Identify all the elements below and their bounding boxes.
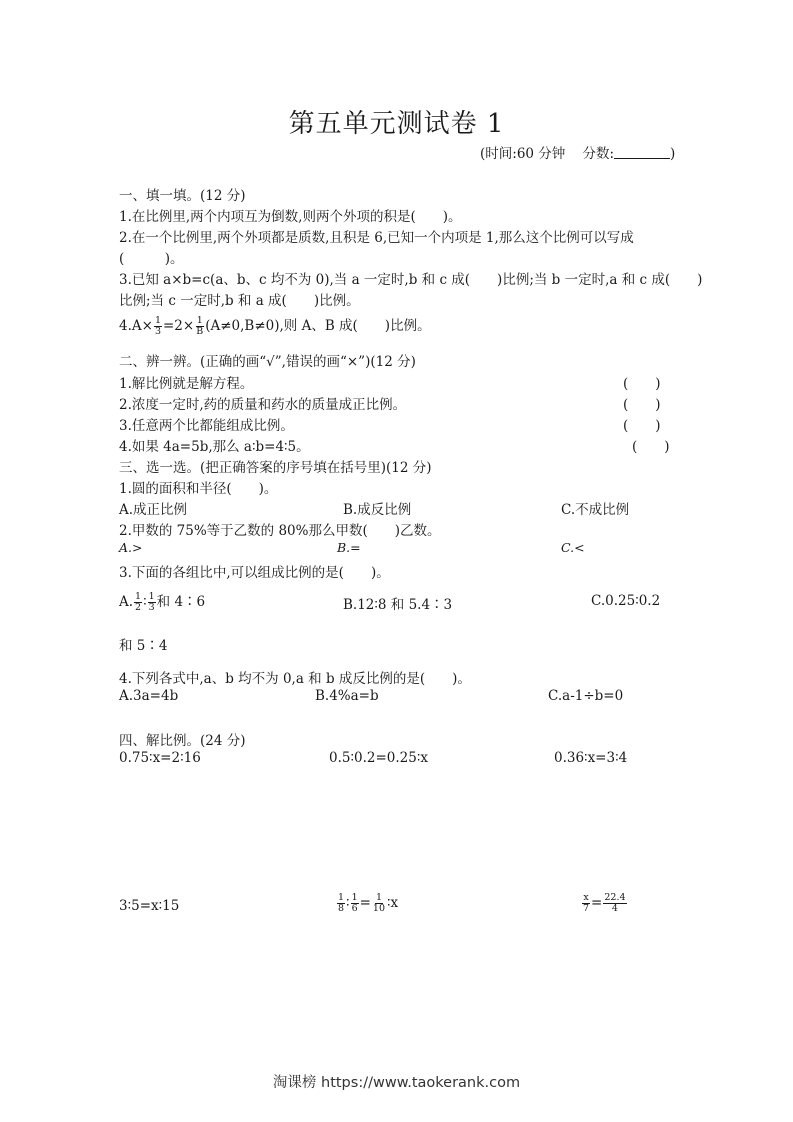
ratio-colon: ∶ (143, 594, 147, 610)
s3-q2: 2.甲数的 75%等于乙数的 80%那么甲数( )乙数。 (119, 523, 441, 539)
equals-sign: = (591, 895, 603, 911)
page-title: 第五单元测试卷 1 (288, 109, 505, 139)
s3-q4-option-b: B.4%a=b (315, 688, 379, 704)
fraction-den: 3 (154, 326, 161, 337)
s3-q2-option-a: A.> (119, 540, 143, 555)
fraction (337, 893, 345, 914)
fraction-den: 3 (148, 602, 155, 613)
fraction-num: x (583, 892, 589, 903)
s2-item-2: 2.浓度一定时,药的质量和药水的质量成正比例。 (119, 397, 407, 413)
s3-q3-option-c-continued: 和 5∶4 (119, 638, 168, 654)
s3-q1-option-a: A.成正比例 (119, 502, 188, 518)
s3-q3-option-b: B.12∶8 和 5.4∶3 (343, 597, 453, 613)
fraction (372, 893, 386, 914)
meta-close: ) (670, 146, 676, 162)
footer-watermark: 淘课榜 https://www.taokerank.com (272, 1075, 521, 1091)
s4-problem-3: 0.36∶x=3∶4 (554, 750, 628, 766)
time-limit: (时间:60 分钟 (480, 146, 566, 162)
section3-heading: 三、选一选。(把正确答案的序号填在括号里)(12 分) (119, 460, 432, 476)
s2-item-1: 1.解比例就是解方程。 (119, 376, 254, 392)
fraction-den: 8 (338, 903, 345, 914)
s4-problem-5 (336, 893, 398, 914)
s2-answer-paren-1: ( ) (623, 376, 661, 392)
equals-sign: = (359, 895, 371, 911)
fraction-den: 10 (372, 903, 386, 914)
s2-answer-paren-2: ( ) (623, 397, 661, 413)
s2-item-3: 3.任意两个比都能组成比例。 (119, 418, 294, 434)
fraction (148, 592, 156, 613)
ratio-colon: ∶ (346, 895, 350, 911)
s1-q1: 1.在比例里,两个内项互为倒数,则两个外项的积是( )。 (119, 209, 462, 225)
s3-q1: 1.圆的面积和半径( )。 (119, 481, 278, 497)
s1-q2-line1: 2.在一个比例里,两个外项都是质数,且积是 6,已知一个内项是 1,那么这个比例可以写成 (119, 230, 634, 246)
s1-q4 (119, 314, 431, 337)
fraction-den: 2 (135, 602, 142, 613)
s3-q1-option-c: C.不成比例 (561, 502, 630, 518)
fraction (134, 592, 142, 613)
fraction-den: 4 (611, 903, 618, 914)
s1-q3-line2: 比例;当 c 一定时,b 和 a 成( )比例。 (119, 293, 360, 309)
section4-heading: 四、解比例。(24 分) (119, 733, 246, 749)
s1-q4-post: (A≠0,B≠0),则 A、B 成( )比例。 (205, 318, 431, 334)
s4-problem-4: 3∶5=x∶15 (119, 898, 180, 914)
option-label: A. (119, 594, 134, 610)
s4-problem-2: 0.5∶0.2=0.25∶x (329, 750, 428, 766)
s1-q3-line1: 3.已知 a×b=c(a、b、c 均不为 0),当 a 一定时,b 和 c 成( )比例;当 b 一定时,a 和 c 成( ) (119, 272, 703, 288)
fraction-num: 1 (196, 315, 203, 326)
fraction-num: 1 (154, 315, 161, 326)
score-blank (614, 146, 670, 159)
s3-q3: 3.下面的各组比中,可以组成比例的是( )。 (119, 565, 390, 581)
fraction (603, 893, 626, 914)
fraction (195, 316, 204, 337)
fraction (351, 893, 359, 914)
s3-q2-option-c: C.< (561, 540, 585, 555)
fraction-num: 22.4 (604, 892, 626, 903)
s2-answer-paren-4: ( ) (632, 439, 670, 455)
s3-q4-option-a: A.3a=4b (119, 688, 179, 704)
fraction-den: 7 (583, 903, 590, 914)
s4-problem-6 (581, 893, 628, 914)
section2-heading: 二、辨一辨。(正确的画“√”,错误的画“×”)(12 分) (119, 354, 416, 370)
s3-q3-option-c: C.0.25∶0.2 (591, 593, 661, 609)
fraction-num: 1 (351, 892, 358, 903)
fraction-num: 1 (148, 591, 155, 602)
problem-5-rest: ∶x (387, 895, 399, 911)
exam-meta (480, 142, 675, 162)
s2-answer-paren-3: ( ) (623, 418, 661, 434)
fraction-num: 1 (135, 591, 142, 602)
s1-q4-mid: =2× (163, 318, 195, 334)
s3-q4: 4.下列各式中,a、b 均不为 0,a 和 b 成反比例的是( )。 (119, 671, 471, 687)
s1-q4-pre: 4.A× (119, 318, 153, 334)
s3-q1-option-b: B.成反比例 (343, 502, 412, 518)
s3-q2-option-b: B.= (337, 540, 361, 555)
fraction (154, 316, 162, 337)
fraction-num: 1 (338, 892, 345, 903)
s3-q4-option-c: C.a-1÷b=0 (548, 688, 624, 704)
score-label: 分数: (582, 146, 615, 162)
section1-heading: 一、填一填。(12 分) (119, 188, 246, 204)
fraction-den: B (196, 326, 204, 337)
s2-item-4: 4.如果 4a=5b,那么 a∶b=4∶5。 (119, 439, 310, 455)
s4-problem-1: 0.75∶x=2∶16 (119, 750, 201, 766)
s3-q3-option-a (119, 590, 205, 613)
option-a-rest: 和 4∶6 (156, 594, 206, 610)
fraction (582, 893, 590, 914)
s1-q2-line2: ( )。 (119, 251, 184, 267)
fraction-den: 6 (351, 903, 358, 914)
fraction-num: 1 (375, 892, 382, 903)
